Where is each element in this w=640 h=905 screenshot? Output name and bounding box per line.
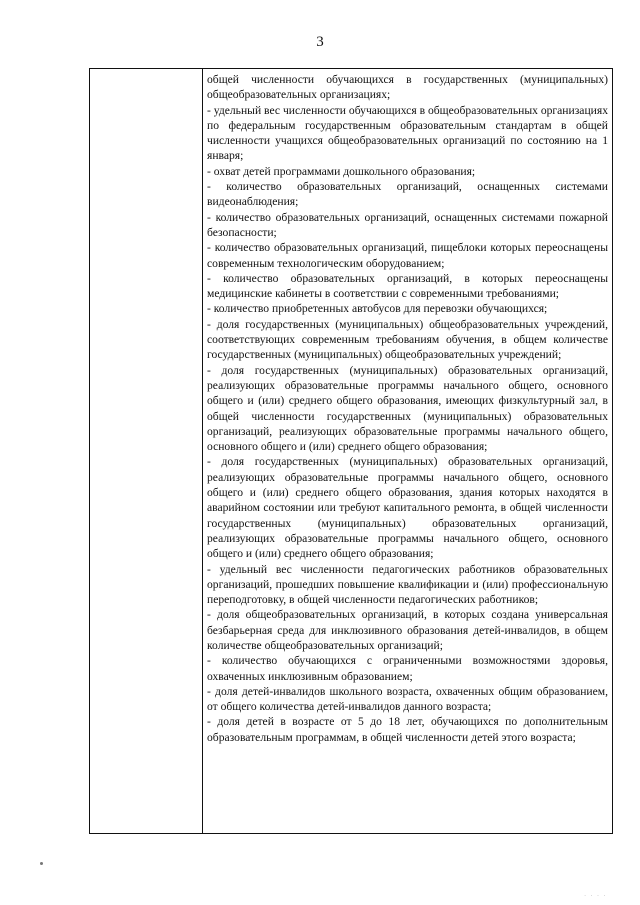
indicator-entry: - количество образовательных организаций, оснащенных системами видеонаблюдения; <box>207 180 608 209</box>
table-left-cell <box>90 69 203 833</box>
indicator-entry: - удельный вес численности обучающихся в общеобразовательных организациях по федеральным государственным образовательным стандартам в общей численности учащихся общеобразовательных организаций по состоянию на 1 января; <box>207 103 608 163</box>
indicator-entry: - доля государственных (муниципальных) образовательных организаций, реализующих образовательные программы начального общего, основного общего и (или) среднего общего образования, здания которых находятся в аварийном состоянии или требуют капитального ремонта, в общей численности государственных (муниципальных) образовательных организаций, реализующих образовательные программы начального общего, основного общего и (или) среднего общего образования; <box>207 455 608 561</box>
indicator-entry: - удельный вес численности педагогических работников образовательных организаций, прошедших повышение квалификации и (или) профессиональную переподготовку, в общей численности педагогических работников; <box>207 562 608 607</box>
indicator-entry: - количество обучающихся с ограниченными возможностями здоровья, охваченных инклюзивным образованием; <box>207 654 608 683</box>
indicators-table <box>89 68 613 834</box>
indicator-entry: - доля детей в возрасте от 5 до 18 лет, обучающихся по дополнительным образовательным программам, в общей численности детей этого возраста; <box>207 715 608 744</box>
indicator-entry: - количество образовательных организаций, пищеблоки которых переоснащены современным технологическим оборудованием; <box>207 241 608 270</box>
indicator-entry: - количество образовательных организаций, оснащенных системами пожарной безопасности; <box>207 210 608 239</box>
indicator-entry: - доля государственных (муниципальных) общеобразовательных учреждений, соответствующих современным требованиям обучения, в общем количестве государственных (муниципальных) общеобразовательных учреждений; <box>207 317 608 362</box>
indicator-entry: - количество приобретенных автобусов для перевозки обучающихся; <box>207 302 548 316</box>
indicator-entry: - доля общеобразовательных организаций, в которых создана универсальная безбарьерная среда для инклюзивного образования детей-инвалидов, в общем количестве общеобразовательных организаций; <box>207 608 608 652</box>
scan-speck <box>40 862 43 865</box>
scan-artifact: · · · · <box>584 892 607 900</box>
indicator-entry: общей численности обучающихся в государственных (муниципальных) общеобразовательных организациях; <box>207 73 608 102</box>
indicator-entry: - доля детей-инвалидов школьного возраста, охваченных общим образованием, от общего количества детей-инвалидов данного возраста; <box>207 684 608 714</box>
indicator-entry: - количество образовательных организаций, в которых переоснащены медицинские кабинеты в соответствии с современными требованиями; <box>207 271 608 301</box>
table-right-cell <box>203 69 612 745</box>
indicator-entry: - охват детей программами дошкольного образования; <box>207 164 476 178</box>
page-number: 3 <box>316 34 324 50</box>
indicator-entry: - доля государственных (муниципальных) образовательных организаций, реализующих образовательные программы начального общего, основного общего и (или) среднего общего образования, имеющих физкультурный зал, в общей численности государственных (муниципальных) образовательных организаций, реализующих образовательные программы начального общего, основного общего и (или) среднего общего образования; <box>207 363 608 454</box>
